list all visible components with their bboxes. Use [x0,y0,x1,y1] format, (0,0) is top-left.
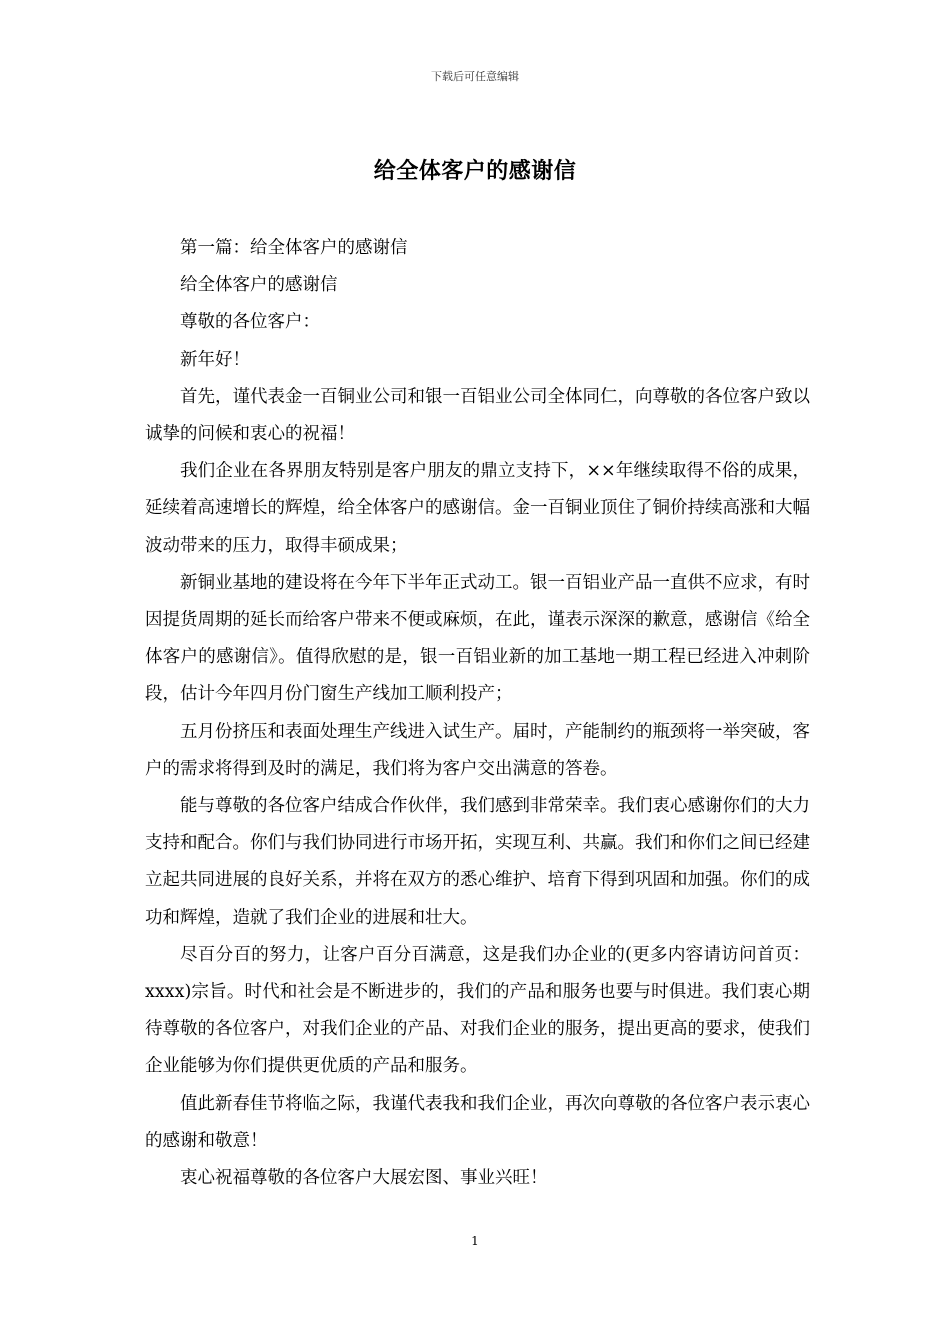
page-number: 1 [471,1234,479,1248]
paragraph-greeting: 新年好！ [180,349,250,370]
paragraph-closing: 衷心祝福尊敬的各位客户大展宏图、事业兴旺！ [180,1168,548,1189]
paragraph-subtitle: 给全体客户的感谢信 [180,275,338,296]
paragraph-body: 我们企业在各界朋友特别是客户朋友的鼎立支持下，××年继续取得不俗的成果，延续着高速增长的辉煌，给全体客户的感谢信。金一百铜业顶住了铜价持续高涨和大幅波动带来的压力，取得丰硕成果； [145,461,810,556]
paragraph-body: 尽百分百的努力，让客户百分百满意，这是我们办企业的(更多内容请访问首页：xxxx)宗旨。时代和社会是不断进步的，我们的产品和服务也要与时俱进。我们衷心期待尊敬的各位客户，对我们企业的产品、对我们企业的服务，提出更高的要求，使我们企业能够为你们提供更优质的产品和服务。 [145,944,810,1077]
document-body [145,230,810,1197]
document-title: 给全体客户的感谢信 [373,158,577,184]
paragraph-body: 能与尊敬的各位客户结成合作伙伴，我们感到非常荣幸。我们衷心感谢你们的大力支持和配合。你们与我们协同进行市场开拓，实现互利、共赢。我们和你们之间已经建立起共同进展的良好关系，并将在双方的悉心维护、培育下得到巩固和加强。你们的成功和辉煌，造就了我们企业的进展和壮大。 [145,796,810,928]
paragraph-body: 新铜业基地的建设将在今年下半年正式动工。银一百铝业产品一直供不应求，有时因提货周期的延长而给客户带来不便或麻烦，在此，谨表示深深的歉意，感谢信《给全体客户的感谢信》。值得欣慰的是，银一百铝业新的加工基地一期工程已经进入冲刺阶段，估计今年四月份门窗生产线加工顺利投产； [145,572,810,705]
paragraph-salutation: 尊敬的各位客户： [180,312,320,333]
paragraph-body: 首先，谨代表金一百铜业公司和银一百铝业公司全体同仁，向尊敬的各位客户致以诚挚的问候和衷心的祝福！ [145,386,810,445]
paragraph-body: 值此新春佳节将临之际，我谨代表我和我们企业，再次向尊敬的各位客户表示衷心的感谢和敬意！ [145,1093,810,1151]
header-note: 下载后可任意编辑 [431,70,519,83]
paragraph-body: 五月份挤压和表面处理生产线进入试生产。届时，产能制约的瓶颈将一举突破，客户的需求将得到及时的满足，我们将为客户交出满意的答卷。 [145,721,810,779]
paragraph-chapter-heading: 第一篇：给全体客户的感谢信 [180,238,408,258]
